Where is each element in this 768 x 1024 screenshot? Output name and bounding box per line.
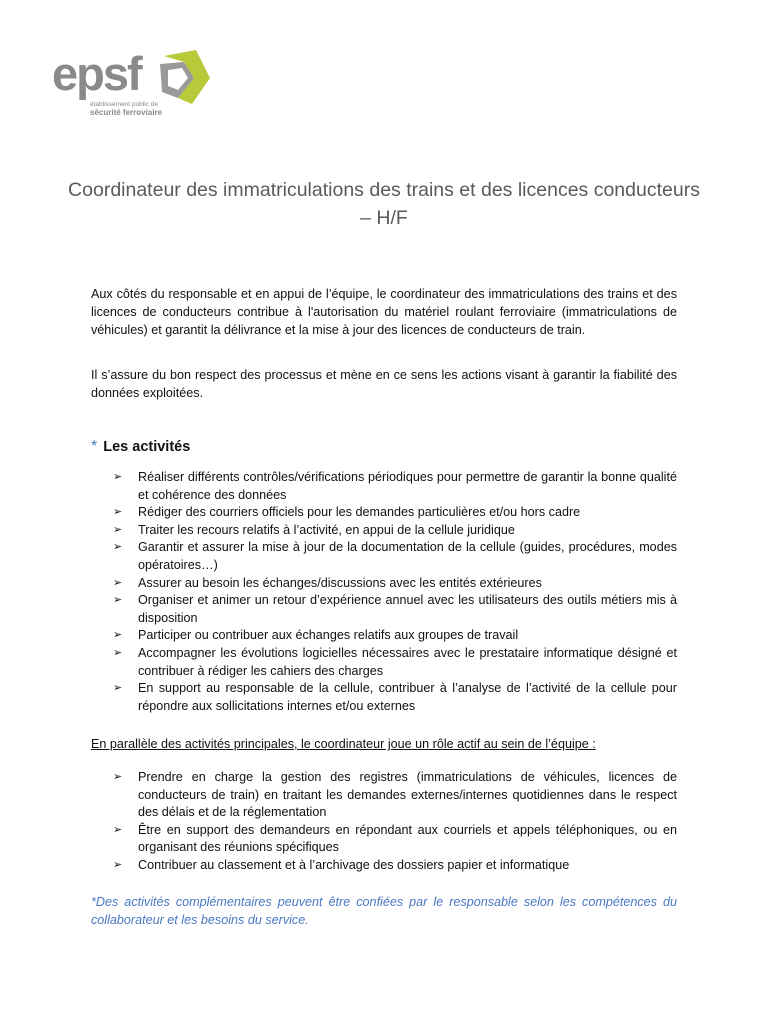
- arrow-bullet-icon: ➢: [113, 541, 123, 554]
- list-item: ➢ En support au responsable de la cellule, contribuer à l’analyse de l’activité de la cellule pour répondre aux sollicitations internes et/ou externes: [113, 681, 677, 713]
- arrow-bullet-icon: ➢: [113, 629, 123, 642]
- list-item: ➢ Organiser et animer un retour d’expérience annuel avec les utilisateurs des outils métiers mis à disposition: [113, 593, 677, 625]
- asterisk-marker: *: [91, 438, 98, 455]
- logo-wordmark: epsf: [52, 47, 141, 100]
- list-item: ➢ Participer ou contribuer aux échanges relatifs aux groupes de travail: [113, 627, 677, 645]
- arrow-bullet-icon: ➢: [113, 523, 123, 536]
- logo-subtitle: sécurité ferroviaire: [90, 108, 163, 117]
- activities-list: [113, 469, 677, 715]
- arrow-bullet-icon: ➢: [113, 646, 123, 659]
- list-item: ➢ Traiter les recours relatifs à l’activité, en appui de la cellule juridique: [113, 522, 677, 540]
- arrow-bullet-icon: ➢: [113, 594, 123, 607]
- arrow-bullet-icon: ➢: [113, 823, 123, 836]
- arrow-bullet-icon: ➢: [113, 858, 123, 871]
- document-title: Coordinateur des immatriculations des trains et des licences conducteurs – H/F: [68, 179, 700, 229]
- activities-heading: [91, 436, 190, 458]
- footnote: *Des activités complémentaires peuvent être confiées par le responsable selon les compétences du collaborateur et les besoins du service.: [91, 895, 677, 927]
- epsf-logo: [52, 46, 212, 120]
- team-role-list: [113, 769, 677, 875]
- list-item: ➢ Garantir et assurer la mise à jour de la documentation de la cellule (guides, procédures, modes opératoires…): [113, 540, 677, 572]
- list-item: ➢ Contribuer au classement et à l’archivage des dossiers papier et informatique: [113, 857, 677, 875]
- activities-heading-text: Les activités: [103, 439, 191, 455]
- team-role-intro: En parallèle des activités principales, le coordinateur joue un rôle actif au sein de l’équipe :: [91, 737, 596, 751]
- arrow-bullet-icon: ➢: [113, 682, 123, 695]
- list-item: ➢ Prendre en charge la gestion des registres (immatriculations de véhicules, licences de conducteurs de train) en traitant les demandes externes/internes quotidiennes dans le respect des délais et de la réglementation: [113, 770, 677, 820]
- logo-tagline: établissement public de: [90, 101, 158, 108]
- intro-paragraph-2: Il s’assure du bon respect des processus et mène en ce sens les actions visant à garantir la fiabilité des données exploitées.: [91, 368, 677, 400]
- list-item: ➢ Accompagner les évolutions logicielles nécessaires avec le prestataire informatique désigné et contribuer à rédiger les cahiers des charges: [113, 645, 677, 678]
- arrow-bullet-icon: ➢: [113, 506, 123, 519]
- list-item: ➢ Assurer au besoin les échanges/discussions avec les entités extérieures: [113, 575, 677, 593]
- list-item: ➢ Réaliser différents contrôles/vérifications périodiques pour permettre de garantir la bonne qualité et cohérence des données: [113, 470, 677, 502]
- arrow-bullet-icon: ➢: [113, 471, 123, 483]
- list-item: ➢ Rédiger des courriers officiels pour les demandes particulières et/ou hors cadre: [113, 504, 677, 522]
- logo-mark-icon: [156, 48, 212, 106]
- arrow-bullet-icon: ➢: [113, 771, 123, 783]
- list-item: ➢ Être en support des demandeurs en répondant aux courriels et appels téléphoniques, ou en organisant des réunions spécifiques: [113, 822, 677, 855]
- arrow-bullet-icon: ➢: [113, 576, 123, 589]
- intro-paragraph-1: Aux côtés du responsable et en appui de l’équipe, le coordinateur des immatriculations des trains et des licences de conducteurs contribue à l'autorisation du matériel roulant ferroviaire (immatriculations de véhicules) et garantit la délivrance et la mise à jour des licences de conducteurs de train.: [91, 287, 677, 337]
